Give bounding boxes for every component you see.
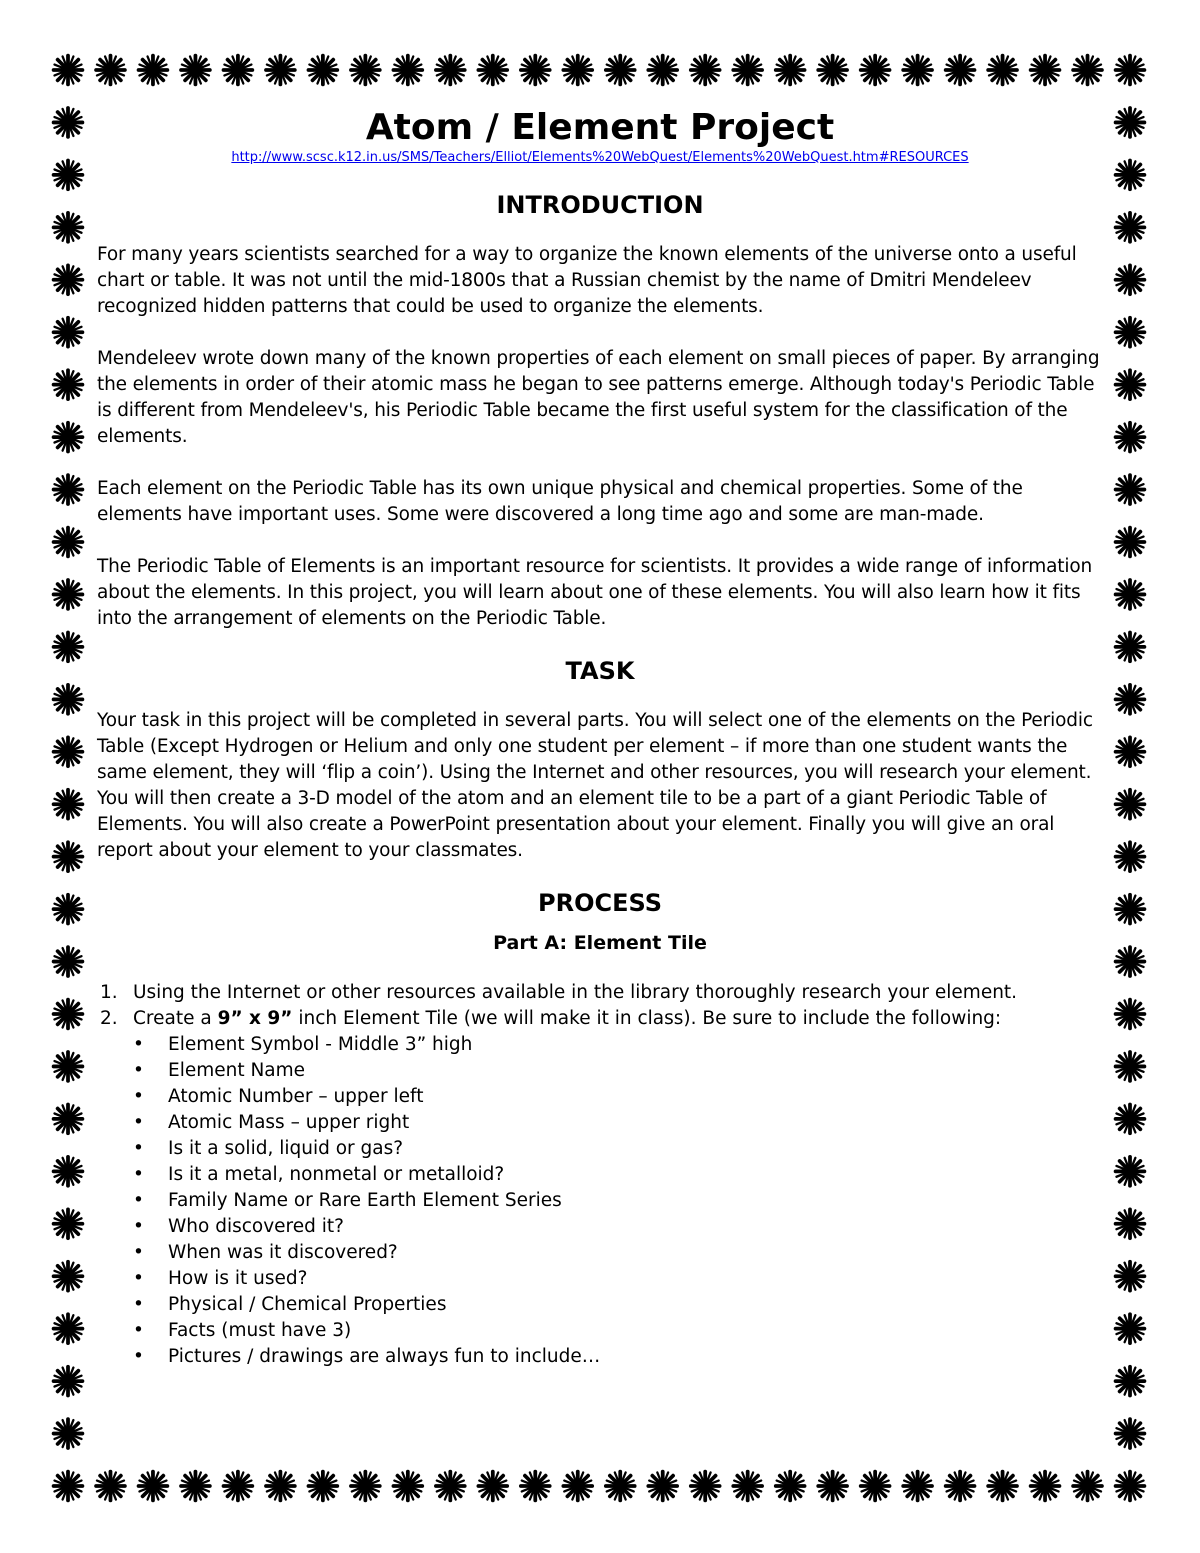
border-star-icon xyxy=(1116,160,1145,189)
list-item xyxy=(133,1058,1103,1084)
border-star-icon xyxy=(224,1472,253,1501)
border-star-icon xyxy=(606,1472,635,1501)
border-star-icon xyxy=(54,685,83,714)
list-item xyxy=(133,1136,1103,1162)
border-star-icon xyxy=(224,56,253,85)
border-star-icon xyxy=(54,1419,83,1448)
document-body xyxy=(97,100,1103,1370)
border-star-icon xyxy=(1116,423,1145,452)
border-star-icon xyxy=(54,318,83,347)
list-item xyxy=(133,1292,1103,1318)
border-star-icon xyxy=(308,1472,337,1501)
border-star-icon xyxy=(1031,56,1060,85)
bullet-icon: • xyxy=(133,1242,144,1263)
border-star-icon xyxy=(903,1472,932,1501)
border-star-icon xyxy=(54,790,83,819)
border-star-icon xyxy=(1116,370,1145,399)
border-star-icon xyxy=(181,1472,210,1501)
border-star-icon xyxy=(733,56,762,85)
border-star-icon xyxy=(691,1472,720,1501)
border-star-icon xyxy=(54,1262,83,1291)
step-1-text: Using the Internet or other resources available in the library thoroughly research your element. xyxy=(133,982,1018,1003)
list-item-text: How is it used? xyxy=(168,1268,308,1289)
list-item xyxy=(133,1266,1103,1292)
step-2-text-before: Create a xyxy=(133,1008,218,1029)
border-star-icon xyxy=(606,56,635,85)
border-star-icon xyxy=(54,370,83,399)
intro-paragraph-4: The Periodic Table of Elements is an important resource for scientists. It provides a wide range of information about the elements. In this project, you will learn about one of these elements. You will also learn how it fits into the arrangement of elements on the Periodic Table. xyxy=(97,556,1093,629)
list-item xyxy=(133,1162,1103,1188)
list-item-text: Element Name xyxy=(168,1060,306,1081)
border-star-icon xyxy=(521,56,550,85)
border-star-icon xyxy=(1116,580,1145,609)
border-star-icon xyxy=(1031,1472,1060,1501)
border-star-icon xyxy=(54,1472,83,1501)
border-star-icon xyxy=(139,1472,168,1501)
resource-link[interactable]: http://www.scsc.k12.in.us/SMS/Teachers/Elliot/Elements%20WebQuest/Elements%20WebQuest.htm#RESOURCES xyxy=(231,150,969,165)
list-item xyxy=(133,1344,1103,1370)
bullet-icon: • xyxy=(133,1138,144,1159)
bullet-icon: • xyxy=(133,1034,144,1055)
border-star-icon xyxy=(1116,790,1145,819)
task-paragraph: Your task in this project will be completed in several parts. You will select one of the elements on the Periodic Table (Except Hydrogen or Helium and only one student per element – if more than one student wants the same element, they will ‘flip a coin’). Using the Internet and other resources, you will research your element. You will then create a 3-D model of the atom and an element tile to be a part of a giant Periodic Table of Elements. You will also create a PowerPoint presentation about your element. Finally you will give an oral report about your element to your classmates. xyxy=(97,710,1093,861)
border-star-icon xyxy=(1116,1209,1145,1238)
list-item xyxy=(133,1032,1103,1058)
list-item xyxy=(133,1318,1103,1344)
border-star-icon xyxy=(436,56,465,85)
list-item-text: Is it a solid, liquid or gas? xyxy=(168,1138,404,1159)
list-item-text: When was it discovered? xyxy=(168,1242,398,1263)
border-star-icon xyxy=(54,265,83,294)
list-item-text: Pictures / drawings are always fun to include… xyxy=(168,1346,601,1367)
border-star-icon xyxy=(54,1104,83,1133)
intro-paragraph-1: For many years scientists searched for a way to organize the known elements of the universe onto a useful chart or table. It was not until the mid-1800s that a Russian chemist by the name of Dmitri Mendeleev recognized hidden patterns that could be used to organize the elements. xyxy=(97,244,1077,317)
border-star-icon xyxy=(478,56,507,85)
intro-paragraph-2: Mendeleev wrote down many of the known properties of each element on small pieces of paper. By arranging the elements in order of their atomic mass he began to see patterns emerge. Although today's Periodic Table is different from Mendeleev's, his Periodic Table became the first useful system for the classification of the elements. xyxy=(97,348,1100,447)
border-star-icon xyxy=(1116,632,1145,661)
border-star-icon xyxy=(96,1472,125,1501)
border-star-icon xyxy=(903,56,932,85)
border-star-icon xyxy=(54,1000,83,1029)
bullet-icon: • xyxy=(133,1190,144,1211)
list-item xyxy=(133,1214,1103,1240)
bullet-icon: • xyxy=(133,1164,144,1185)
list-item xyxy=(133,1084,1103,1110)
border-star-icon xyxy=(563,56,592,85)
border-star-icon xyxy=(861,56,890,85)
border-star-icon xyxy=(139,56,168,85)
border-star-icon xyxy=(54,213,83,242)
border-star-icon xyxy=(861,1472,890,1501)
border-star-icon xyxy=(393,56,422,85)
border-star-icon xyxy=(563,1472,592,1501)
step-1 xyxy=(97,980,1103,1006)
border-star-icon xyxy=(54,56,83,85)
border-star-icon xyxy=(521,1472,550,1501)
border-star-icon xyxy=(266,56,295,85)
border-star-icon xyxy=(1116,1472,1145,1501)
bullet-icon: • xyxy=(133,1294,144,1315)
border-star-icon xyxy=(54,423,83,452)
border-star-icon xyxy=(54,1209,83,1238)
tile-requirements-list xyxy=(133,1032,1103,1370)
list-item xyxy=(133,1188,1103,1214)
border-star-icon xyxy=(266,1472,295,1501)
step-2-number: 2. xyxy=(100,1008,118,1029)
border-star-icon xyxy=(988,56,1017,85)
bullet-icon: • xyxy=(133,1086,144,1107)
border-star-icon xyxy=(1116,1419,1145,1448)
border-star-icon xyxy=(54,1367,83,1396)
border-star-icon xyxy=(1116,108,1145,137)
border-star-icon xyxy=(648,1472,677,1501)
border-star-icon xyxy=(54,1157,83,1186)
border-star-icon xyxy=(1116,1314,1145,1343)
border-star-icon xyxy=(1116,213,1145,242)
border-star-icon xyxy=(818,56,847,85)
border-star-icon xyxy=(1116,1104,1145,1133)
step-2 xyxy=(97,1006,1103,1370)
border-star-icon xyxy=(1116,1262,1145,1291)
border-star-icon xyxy=(1073,1472,1102,1501)
border-star-icon xyxy=(1116,947,1145,976)
border-star-icon xyxy=(54,1052,83,1081)
border-star-icon xyxy=(308,56,337,85)
list-item-text: Atomic Number – upper left xyxy=(168,1086,424,1107)
border-star-icon xyxy=(54,1314,83,1343)
intro-paragraph-3: Each element on the Periodic Table has its own unique physical and chemical properties. Some of the elements have important uses. Some were discovered a long time ago and some are man-made. xyxy=(97,478,1023,525)
border-star-icon xyxy=(776,1472,805,1501)
border-star-icon xyxy=(1116,685,1145,714)
list-item xyxy=(133,1110,1103,1136)
border-star-icon xyxy=(181,56,210,85)
border-star-icon xyxy=(54,947,83,976)
border-star-icon xyxy=(54,528,83,557)
border-star-icon xyxy=(1116,737,1145,766)
border-star-icon xyxy=(54,475,83,504)
tile-size: 9” x 9” xyxy=(217,1008,293,1029)
border-star-icon xyxy=(691,56,720,85)
list-item-text: Physical / Chemical Properties xyxy=(168,1294,447,1315)
process-steps xyxy=(97,980,1103,1370)
bullet-icon: • xyxy=(133,1112,144,1133)
border-star-icon xyxy=(648,56,677,85)
part-a-heading: Part A: Element Tile xyxy=(493,932,707,954)
border-star-icon xyxy=(1073,56,1102,85)
list-item-text: Is it a metal, nonmetal or metalloid? xyxy=(168,1164,505,1185)
border-star-icon xyxy=(776,56,805,85)
step-2-text-after: inch Element Tile (we will make it in class). Be sure to include the following: xyxy=(292,1008,1002,1029)
list-item-text: Facts (must have 3) xyxy=(168,1320,352,1341)
border-star-icon xyxy=(54,580,83,609)
resource-url xyxy=(97,150,1103,166)
border-star-icon xyxy=(988,1472,1017,1501)
bullet-icon: • xyxy=(133,1216,144,1237)
list-item xyxy=(133,1240,1103,1266)
border-star-icon xyxy=(1116,1000,1145,1029)
border-star-icon xyxy=(54,895,83,924)
step-1-number: 1. xyxy=(100,982,118,1003)
border-star-icon xyxy=(436,1472,465,1501)
border-star-icon xyxy=(54,842,83,871)
border-star-icon xyxy=(478,1472,507,1501)
border-star-icon xyxy=(1116,318,1145,347)
list-item-text: Family Name or Rare Earth Element Series xyxy=(168,1190,562,1211)
border-star-icon xyxy=(946,56,975,85)
border-star-icon xyxy=(1116,475,1145,504)
process-heading: PROCESS xyxy=(538,889,662,917)
border-star-icon xyxy=(54,632,83,661)
border-star-icon xyxy=(1116,1052,1145,1081)
bullet-icon: • xyxy=(133,1346,144,1367)
border-star-icon xyxy=(733,1472,762,1501)
border-star-icon xyxy=(1116,528,1145,557)
border-star-icon xyxy=(54,108,83,137)
list-item-text: Who discovered it? xyxy=(168,1216,344,1237)
border-star-icon xyxy=(1116,842,1145,871)
bullet-icon: • xyxy=(133,1268,144,1289)
list-item-text: Element Symbol - Middle 3” high xyxy=(168,1034,473,1055)
border-star-icon xyxy=(818,1472,847,1501)
border-star-icon xyxy=(946,1472,975,1501)
border-star-icon xyxy=(393,1472,422,1501)
list-item-text: Atomic Mass – upper right xyxy=(168,1112,410,1133)
border-star-icon xyxy=(1116,56,1145,85)
border-star-icon xyxy=(1116,1367,1145,1396)
border-star-icon xyxy=(351,56,380,85)
border-star-icon xyxy=(54,737,83,766)
border-star-icon xyxy=(54,160,83,189)
task-heading: TASK xyxy=(565,657,635,685)
border-star-icon xyxy=(351,1472,380,1501)
border-star-icon xyxy=(96,56,125,85)
border-star-icon xyxy=(1116,1157,1145,1186)
introduction-heading: INTRODUCTION xyxy=(496,191,704,219)
page-title: Atom / Element Project xyxy=(365,107,835,148)
border-star-icon xyxy=(1116,895,1145,924)
bullet-icon: • xyxy=(133,1320,144,1341)
border-star-icon xyxy=(1116,265,1145,294)
bullet-icon: • xyxy=(133,1060,144,1081)
